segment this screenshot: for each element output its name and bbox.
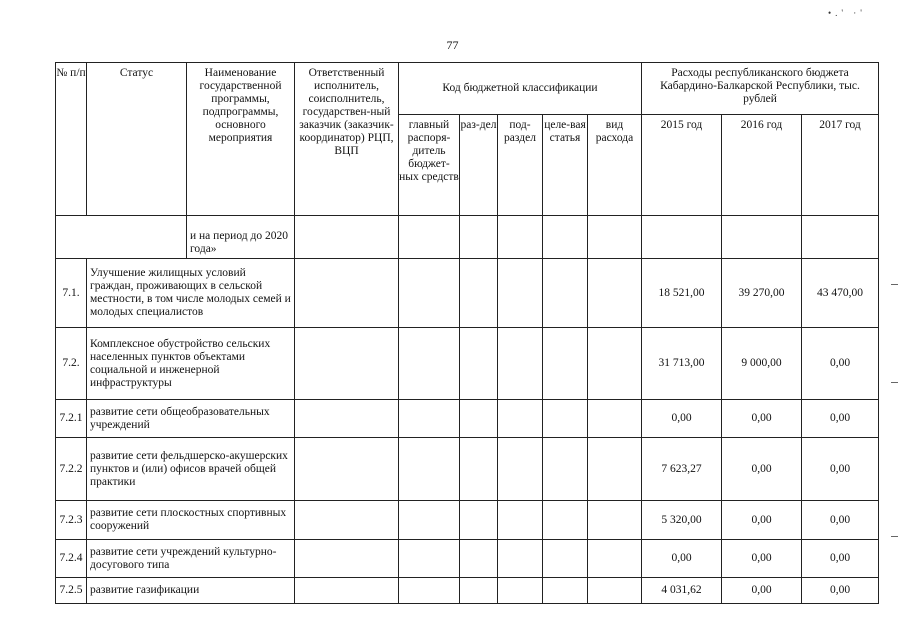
header-row-1	[56, 63, 879, 115]
blank-cell	[588, 216, 642, 259]
blank-cell	[642, 216, 722, 259]
row-value-2015: 5 320,00	[642, 501, 722, 540]
row-value-2017: 0,00	[802, 328, 879, 400]
row-responsible	[295, 259, 399, 328]
header-tail-row	[56, 216, 879, 259]
row-code-cell	[498, 438, 543, 501]
header-code-subsection: под-раздел	[498, 115, 543, 216]
table-row	[56, 328, 879, 400]
blank-cell	[460, 216, 498, 259]
table-row	[56, 501, 879, 540]
header-status: Статус	[87, 63, 187, 216]
row-name: Комплексное обустройство сельских населенных пунктов объектами социальной и инженерной инфраструктуры	[87, 328, 295, 400]
row-code-cell	[399, 501, 460, 540]
header-year-2015: 2015 год	[642, 115, 722, 216]
row-responsible	[295, 540, 399, 578]
row-code-cell	[588, 259, 642, 328]
margin-tick	[891, 536, 898, 537]
row-code-cell	[399, 400, 460, 438]
row-number: 7.2.4	[56, 540, 87, 578]
blank-cell	[543, 216, 588, 259]
row-code-cell	[498, 400, 543, 438]
row-code-cell	[460, 438, 498, 501]
blank-cell	[56, 216, 187, 259]
row-value-2017: 0,00	[802, 438, 879, 501]
blank-cell	[722, 216, 802, 259]
row-code-cell	[399, 438, 460, 501]
row-code-cell	[399, 540, 460, 578]
row-value-2015: 4 031,62	[642, 578, 722, 604]
table-row	[56, 540, 879, 578]
row-value-2016: 0,00	[722, 438, 802, 501]
header-year-2016: 2016 год	[722, 115, 802, 216]
header-num: № п/п	[56, 63, 87, 216]
row-code-cell	[498, 328, 543, 400]
row-code-cell	[588, 540, 642, 578]
row-number: 7.2.	[56, 328, 87, 400]
row-number: 7.1.	[56, 259, 87, 328]
row-value-2016: 9 000,00	[722, 328, 802, 400]
row-responsible	[295, 400, 399, 438]
header-code-kind: вид расхода	[588, 115, 642, 216]
row-code-cell	[543, 438, 588, 501]
row-name: развитие сети фельдшерско-акушерских пунктов и (или) офисов врачей общей практики	[87, 438, 295, 501]
row-responsible	[295, 328, 399, 400]
row-code-cell	[460, 328, 498, 400]
scan-specks: •.' ·'	[828, 8, 866, 18]
row-value-2016: 0,00	[722, 578, 802, 604]
row-value-2015: 18 521,00	[642, 259, 722, 328]
row-name: Улучшение жилищных условий граждан, проживающих в сельской местности, в том числе молодых семей и молодых специалистов	[87, 259, 295, 328]
row-code-cell	[498, 540, 543, 578]
row-code-cell	[460, 259, 498, 328]
header-code-main: главный распоря-дитель бюджет-ных средств	[399, 115, 460, 216]
row-name: развитие газификации	[87, 578, 295, 604]
row-value-2015: 0,00	[642, 400, 722, 438]
row-code-cell	[498, 501, 543, 540]
header-code-section: раз-дел	[460, 115, 498, 216]
table-row	[56, 400, 879, 438]
row-code-cell	[399, 328, 460, 400]
row-code-cell	[588, 328, 642, 400]
row-code-cell	[543, 400, 588, 438]
row-code-cell	[498, 578, 543, 604]
row-code-cell	[588, 501, 642, 540]
row-value-2015: 0,00	[642, 540, 722, 578]
budget-table	[55, 62, 879, 604]
header-name: Наименование государственной программы, подпрограммы, основного мероприятия	[187, 63, 295, 216]
row-value-2016: 0,00	[722, 501, 802, 540]
row-value-2017: 0,00	[802, 578, 879, 604]
row-responsible	[295, 438, 399, 501]
row-code-cell	[543, 259, 588, 328]
row-code-cell	[399, 259, 460, 328]
row-value-2017: 0,00	[802, 400, 879, 438]
row-code-cell	[588, 438, 642, 501]
blank-cell	[399, 216, 460, 259]
row-code-cell	[588, 400, 642, 438]
row-code-cell	[498, 259, 543, 328]
blank-cell	[295, 216, 399, 259]
header-code-group: Код бюджетной классификации	[399, 63, 642, 115]
row-code-cell	[543, 540, 588, 578]
row-code-cell	[399, 578, 460, 604]
header-responsible: Ответственный исполнитель, соисполнитель, государствен-ный заказчик (заказчик-координатор) РЦП, ВЦП	[295, 63, 399, 216]
blank-cell	[802, 216, 879, 259]
row-code-cell	[543, 501, 588, 540]
row-name: развитие сети плоскостных спортивных сооружений	[87, 501, 295, 540]
page-number: 77	[446, 38, 459, 52]
row-value-2016: 39 270,00	[722, 259, 802, 328]
row-code-cell	[460, 578, 498, 604]
row-value-2017: 0,00	[802, 501, 879, 540]
row-code-cell	[543, 328, 588, 400]
margin-tick	[891, 284, 898, 285]
row-name: развитие сети учреждений культурно-досугового типа	[87, 540, 295, 578]
row-responsible	[295, 578, 399, 604]
header-year-2017: 2017 год	[802, 115, 879, 216]
row-value-2015: 31 713,00	[642, 328, 722, 400]
row-value-2016: 0,00	[722, 400, 802, 438]
header-name-tail: и на период до 2020 года»	[187, 216, 295, 259]
header-expense-group: Расходы республиканского бюджета Кабардино-Балкарской Республики, тыс. рублей	[642, 63, 879, 115]
row-number: 7.2.1	[56, 400, 87, 438]
row-number: 7.2.2	[56, 438, 87, 501]
row-code-cell	[588, 578, 642, 604]
row-value-2017: 43 470,00	[802, 259, 879, 328]
row-value-2017: 0,00	[802, 540, 879, 578]
row-number: 7.2.5	[56, 578, 87, 604]
table-row	[56, 259, 879, 328]
row-responsible	[295, 501, 399, 540]
row-code-cell	[460, 501, 498, 540]
row-number: 7.2.3	[56, 501, 87, 540]
row-value-2016: 0,00	[722, 540, 802, 578]
header-code-target: целе-вая статья	[543, 115, 588, 216]
row-code-cell	[543, 578, 588, 604]
row-code-cell	[460, 540, 498, 578]
table-row	[56, 578, 879, 604]
row-value-2015: 7 623,27	[642, 438, 722, 501]
table-row	[56, 438, 879, 501]
blank-cell	[498, 216, 543, 259]
margin-tick	[891, 382, 898, 383]
row-name: развитие сети общеобразовательных учреждений	[87, 400, 295, 438]
row-code-cell	[460, 400, 498, 438]
